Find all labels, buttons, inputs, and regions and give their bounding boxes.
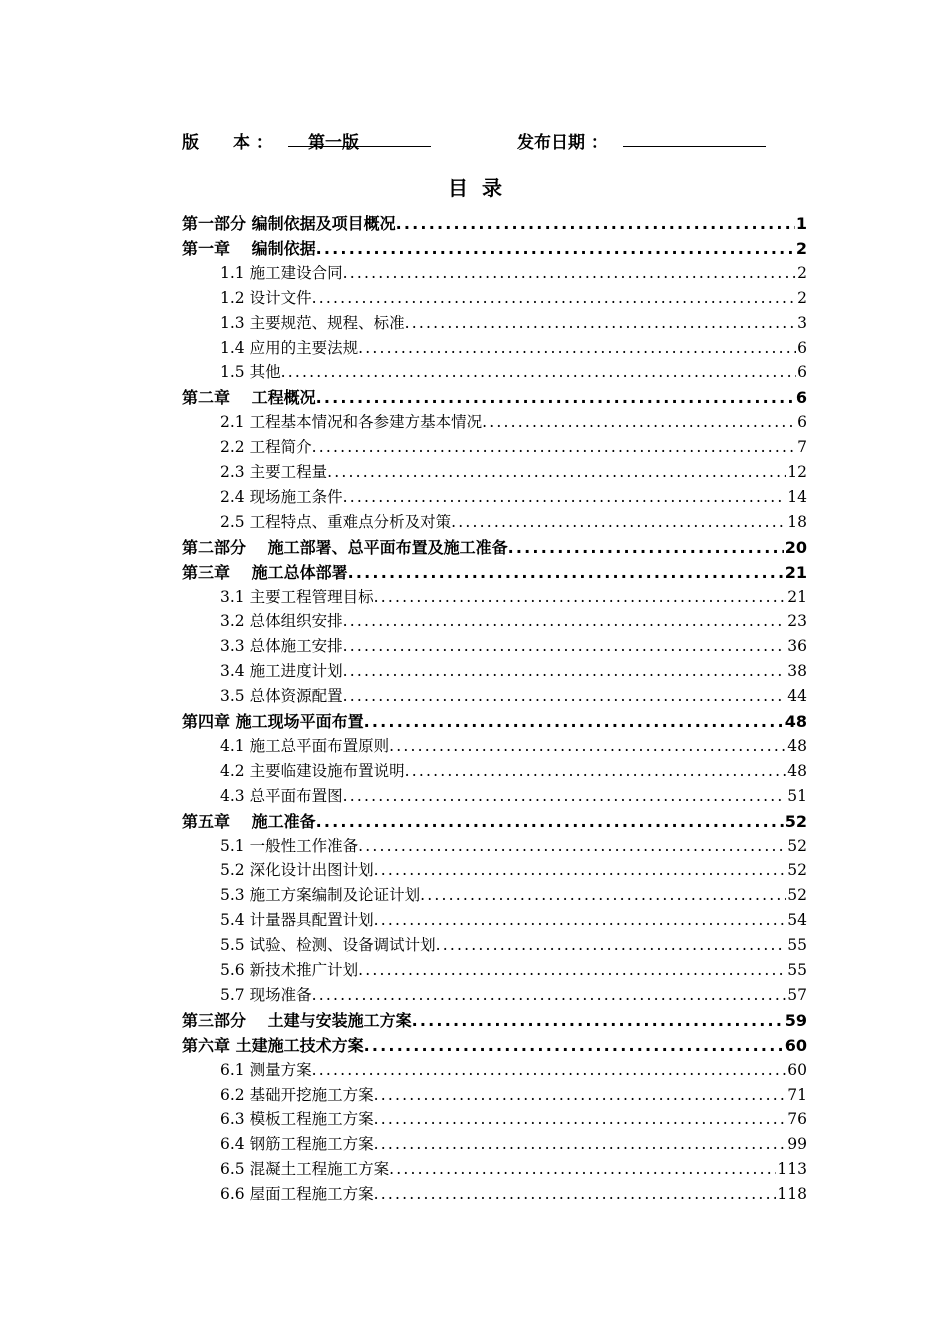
toc-page-number: 51 (787, 786, 807, 805)
toc-entry-title: 2.5 工程特点、重难点分析及对策 (220, 512, 452, 531)
toc-section-entry[interactable] (220, 684, 807, 709)
toc-dot-leader (482, 413, 796, 431)
toc-dot-leader (374, 1185, 777, 1203)
toc-entry-title: 4.1 施工总平面布置原则 (220, 736, 390, 755)
toc-page-number: 14 (787, 487, 807, 506)
toc-entry-title: 2.2 工程简介 (220, 438, 312, 457)
toc-page-number: 12 (787, 463, 807, 481)
toc-dot-leader (364, 712, 784, 731)
toc-dot-leader (405, 762, 787, 780)
toc-page-number: 2 (797, 263, 807, 282)
toc-dot-leader (343, 637, 787, 655)
toc-page-number: 60 (784, 1035, 807, 1055)
toc-entry-title: 5.6 新技术推广计划 (220, 961, 359, 979)
toc-entry-title: 3.1 主要工程管理目标 (220, 587, 374, 606)
toc-chapter-entry[interactable] (182, 1008, 807, 1033)
toc-entry-title: 6.1 测量方案 (220, 1060, 312, 1079)
toc-page-number: 36 (787, 637, 807, 656)
toc-entry-title: 5.4 计量器具配置计划 (220, 911, 374, 930)
toc-section-entry[interactable] (220, 1058, 807, 1083)
toc-dot-leader (312, 1061, 787, 1079)
toc-section-entry[interactable] (220, 1182, 807, 1207)
toc-section-entry[interactable] (220, 1083, 807, 1108)
toc-chapter-entry[interactable] (182, 535, 807, 560)
toc-page-number: 52 (787, 861, 807, 880)
toc-page-number: 48 (787, 761, 807, 780)
toc-dot-leader (389, 1160, 776, 1178)
toc-page-number: 18 (787, 512, 807, 531)
toc-page-number: 6 (795, 388, 807, 408)
toc-section-entry[interactable] (220, 734, 807, 759)
toc-section-entry[interactable] (220, 634, 807, 659)
toc-page-number: 113 (777, 1160, 807, 1179)
toc-dot-leader (508, 538, 784, 557)
toc-page-number: 59 (784, 1010, 807, 1030)
toc-entry-title: 第一章 编制依据 (182, 238, 316, 258)
toc-entry-title: 第一部分 编制依据及项目概况 (182, 214, 396, 233)
toc-dot-leader (374, 1086, 787, 1104)
toc-page-number: 21 (784, 562, 807, 582)
toc-page-number: 54 (787, 911, 807, 930)
toc-dot-leader (312, 289, 797, 307)
toc-section-entry[interactable] (220, 286, 807, 311)
toc-chapter-entry[interactable] (182, 709, 807, 734)
toc-page-number: 6 (797, 338, 807, 357)
toc-page-number: 55 (787, 961, 807, 979)
version-value: 第一版 (308, 133, 359, 153)
toc-section-entry[interactable] (220, 460, 807, 485)
toc-entry-title: 5.2 深化设计出图计划 (220, 861, 374, 880)
toc-dot-leader (436, 936, 787, 954)
toc-entry-title: 1.1 施工建设合同 (220, 263, 343, 282)
toc-dot-leader (343, 264, 797, 282)
toc-dot-leader (451, 513, 786, 531)
toc-page-number: 76 (787, 1110, 807, 1129)
toc-entry-title: 第二章 工程概况 (182, 388, 316, 408)
toc-entry-title: 第五章 施工准备 (182, 811, 316, 831)
toc-entry-title: 6.5 混凝土工程施工方案 (220, 1160, 390, 1179)
toc-entry-title: 5.1 一般性工作准备 (220, 836, 359, 855)
toc-section-entry[interactable] (220, 1107, 807, 1132)
toc-section-entry[interactable] (220, 410, 807, 435)
toc-page-number: 21 (787, 587, 807, 606)
toc-section-entry[interactable] (220, 485, 807, 510)
toc-page-number: 20 (784, 537, 807, 557)
toc-entry-title: 第二部分 施工部署、总平面布置及施工准备 (182, 537, 508, 557)
toc-dot-leader (374, 911, 787, 929)
toc-chapter-entry[interactable] (182, 560, 807, 585)
toc-entry-title: 4.3 总平面布置图 (220, 786, 343, 805)
toc-chapter-entry[interactable] (182, 236, 807, 261)
toc-section-entry[interactable] (220, 585, 807, 610)
toc-section-entry[interactable] (220, 311, 807, 336)
toc-section-entry[interactable] (220, 659, 807, 684)
toc-page-number: 44 (787, 687, 807, 706)
toc-page-number: 23 (787, 612, 807, 631)
toc-section-entry[interactable] (220, 834, 807, 859)
toc-section-entry[interactable] (220, 933, 807, 958)
toc-dot-leader (358, 961, 786, 979)
toc-entry-title: 3.5 总体资源配置 (220, 687, 343, 706)
toc-section-entry[interactable] (220, 261, 807, 286)
toc-entry-title: 5.7 现场准备 (220, 985, 312, 1004)
toc-section-entry[interactable] (220, 1157, 807, 1182)
toc-page-number: 71 (787, 1085, 807, 1104)
toc-entry-title: 6.3 模板工程施工方案 (220, 1110, 374, 1129)
toc-entry-title: 第四章 施工现场平面布置 (182, 712, 364, 731)
toc-entry-title: 2.1 工程基本情况和各参建方基本情况 (220, 413, 483, 432)
toc-section-entry[interactable] (220, 336, 807, 361)
toc-section-entry[interactable] (220, 883, 807, 908)
toc-section-entry[interactable] (220, 958, 807, 983)
toc-section-entry[interactable] (220, 908, 807, 933)
toc-entry-title: 6.4 钢筋工程施工方案 (220, 1135, 374, 1154)
toc-entry-title: 3.3 总体施工安排 (220, 637, 343, 656)
toc-dot-leader (343, 612, 787, 630)
toc-page-number: 118 (777, 1185, 807, 1204)
toc-dot-leader (396, 214, 795, 233)
toc-dot-leader (374, 861, 787, 879)
toc-dot-leader (374, 1110, 787, 1128)
toc-page-number: 57 (787, 985, 807, 1004)
toc-dot-leader (327, 463, 786, 481)
toc-entry-title: 1.2 设计文件 (220, 288, 312, 307)
toc-dot-leader (343, 488, 787, 506)
toc-entry-title: 6.2 基础开挖施工方案 (220, 1085, 374, 1104)
toc-page-number: 99 (787, 1135, 807, 1154)
toc-dot-leader (364, 1036, 784, 1055)
toc-entry-title: 第六章 土建施工技术方案 (182, 1035, 364, 1055)
document-meta (182, 126, 782, 154)
toc-page-number: 1 (795, 214, 807, 233)
toc-section-entry[interactable] (220, 510, 807, 535)
toc-entry-title: 3.4 施工进度计划 (220, 662, 343, 681)
toc-page-number: 52 (784, 811, 807, 831)
toc-page-number: 6 (797, 413, 807, 432)
toc-page-number: 7 (797, 438, 807, 457)
toc-section-entry[interactable] (220, 1132, 807, 1157)
toc-page-number: 52 (787, 836, 807, 855)
toc-entry-title: 1.4 应用的主要法规 (220, 338, 359, 357)
toc-page-number: 3 (797, 313, 807, 332)
toc-entry-title: 1.5 其他 (220, 363, 281, 382)
toc-entry-title: 5.5 试验、检测、设备调试计划 (220, 936, 436, 955)
toc-dot-leader (389, 737, 786, 755)
toc-dot-leader (312, 438, 797, 456)
toc-dot-leader (316, 812, 784, 831)
toc-dot-leader (316, 239, 795, 258)
toc-dot-leader (281, 363, 797, 381)
toc-entry-title: 6.6 屋面工程施工方案 (220, 1185, 374, 1204)
toc-dot-leader (358, 339, 796, 357)
toc-dot-leader (348, 563, 784, 582)
release-date-field (623, 128, 766, 147)
toc-chapter-entry[interactable] (182, 809, 807, 834)
toc-dot-leader (358, 837, 786, 855)
toc-entry-title: 1.3 主要规范、规程、标准 (220, 313, 405, 332)
toc-chapter-entry[interactable] (182, 211, 807, 236)
toc-dot-leader (412, 1011, 784, 1030)
toc-page-number: 60 (787, 1060, 807, 1079)
toc-dot-leader (374, 1135, 787, 1153)
toc-page-number: 2 (795, 238, 807, 258)
toc-page-number: 52 (787, 886, 807, 905)
toc-page-number: 6 (797, 363, 807, 382)
toc-entry-title: 3.2 总体组织安排 (220, 612, 343, 631)
release-date-label: 发布日期 ： (517, 133, 608, 153)
toc-page-number: 55 (787, 936, 807, 955)
toc-dot-leader (343, 687, 787, 705)
toc-section-entry[interactable] (220, 609, 807, 634)
toc-section-entry[interactable] (220, 759, 807, 784)
toc-page-number: 2 (797, 288, 807, 307)
toc-entry-title: 第三部分 土建与安装施工方案 (182, 1010, 412, 1030)
toc-entry-title: 第三章 施工总体部署 (182, 562, 348, 582)
toc-title: 目录 (448, 176, 516, 200)
toc-dot-leader (343, 787, 787, 805)
toc-dot-leader (316, 388, 795, 407)
toc-page-number: 48 (787, 736, 807, 755)
toc-dot-leader (405, 314, 797, 332)
toc-dot-leader (374, 588, 787, 606)
toc-entry-title: 4.2 主要临建设施布置说明 (220, 761, 405, 780)
toc-section-entry[interactable] (220, 858, 807, 883)
toc-dot-leader (343, 662, 787, 680)
toc-section-entry[interactable] (220, 784, 807, 809)
toc-entry-title: 2.3 主要工程量 (220, 463, 328, 481)
toc-section-entry[interactable] (220, 983, 807, 1008)
toc-dot-leader (312, 986, 787, 1004)
toc-entry-title: 2.4 现场施工条件 (220, 487, 343, 506)
toc-chapter-entry[interactable] (182, 385, 807, 410)
version-label: 版 本 ： (182, 133, 273, 153)
toc-dot-leader (420, 886, 786, 904)
toc-section-entry[interactable] (220, 435, 807, 460)
toc-section-entry[interactable] (220, 360, 807, 385)
toc-chapter-entry[interactable] (182, 1033, 807, 1058)
toc-page-number: 38 (787, 662, 807, 681)
toc-entry-title: 5.3 施工方案编制及论证计划 (220, 886, 421, 905)
toc-page-number: 48 (784, 712, 807, 731)
